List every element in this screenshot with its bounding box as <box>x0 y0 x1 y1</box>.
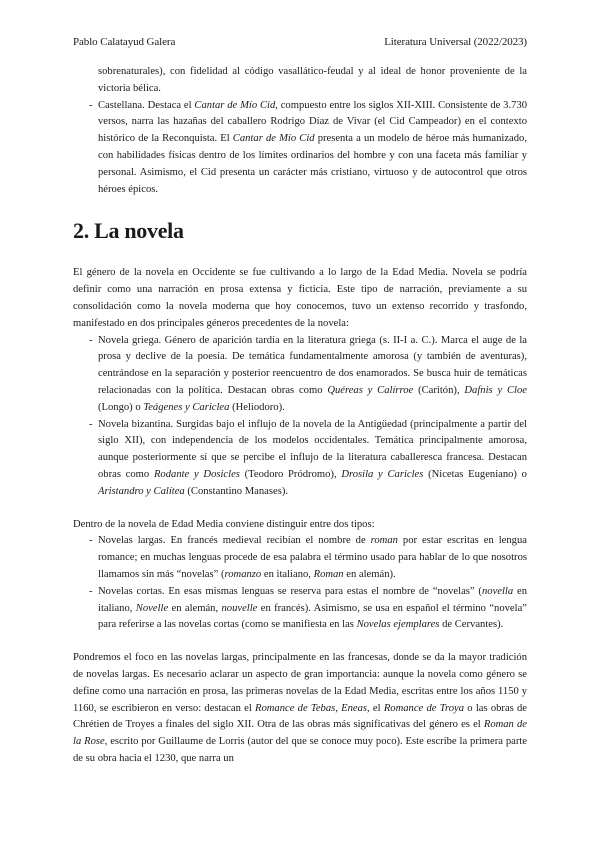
header-author: Pablo Calatayud Galera <box>73 36 176 48</box>
work-title: Eneas <box>341 702 368 714</box>
work-title: Cantar de Mío Cid <box>194 99 276 111</box>
work-title: Romance de Troya <box>383 702 465 714</box>
list-item-novela-griega: - Novela griega. Género de aparición tardía en la literatura griega (s. II-I a. C.). Marca el auge de la prosa y declive de la poesía. De temática fundamentalmente amorosa (y también de aventuras), centrándose en la separación y posterior reencuentro de dos enamorados. Se busca huir de temáticas relacionadas con la política. Destacan obras como Quéreas y Calírroe (Caritón), Dafnis y Cloe (Longo) o Teágenes y Cariclea (Heliodoro). <box>73 333 527 417</box>
page-header <box>73 36 527 48</box>
work-title: Aristandro y Calítea <box>98 485 185 497</box>
work-title: Teágenes y Cariclea <box>143 401 230 413</box>
list-item-novela-bizantina: - Novela bizantina. Surgidas bajo el influjo de la novela de la Antigüedad (principalmente a partir del siglo XII), con independencia de los modelos occidentales. Temática principalmente amorosa, aunque posteriormente sí que se percibe el influjo de la literatura caballeresca francesa. Destacan obras como Rodante y Dosicles (Teodoro Pródromo), Drosila y Caricles (Nicetas Eugeniano) o Aristandro y Calítea (Constantino Manases). <box>73 417 527 501</box>
work-title: Cantar de Mío Cid <box>232 133 315 145</box>
list-item-novelas-largas: - Novelas largas. En francés medieval recibían el nombre de roman por estar escritas en lengua romance; en muchas lenguas procede de esa palabra el término usado para hablar de lo que nosotros llamamos sin más “novelas” (romanzo en italiano, Roman en alemán). <box>73 533 527 583</box>
paragraph-intro: El género de la novela en Occidente se fue cultivando a lo largo de la Edad Media. Novela se podría definir como una narración en prosa extensa y ficticia. Este tipo de narración, previamente a su consolidación como la novela moderna que hoy conocemos, tuvo un extenso recorrido y trasfondo, manifestado en dos principales géneros precedentes de la novela: <box>73 267 527 329</box>
work-title: Drosila y Caricles <box>341 468 424 480</box>
header-course: Literatura Universal (2022/2023) <box>384 36 527 48</box>
genre-list <box>73 333 527 501</box>
types-list <box>73 533 527 634</box>
work-title: Romance de Tebas <box>255 702 336 714</box>
work-title: Novelas ejemplares <box>356 619 440 631</box>
list-item-continuation: sobrenaturales), con fidelidad al código vasallático-feudal y al ideal de honor proveniente de la victoria bélica. <box>98 66 527 94</box>
work-title: Quéreas y Calírroe <box>327 384 414 396</box>
work-title: Dafnis y Cloe <box>464 384 527 396</box>
work-title: Rodante y Dosicles <box>153 468 240 480</box>
paragraph-types: Dentro de la novela de Edad Media conviene distinguir entre dos tipos: <box>73 518 375 530</box>
epic-list <box>73 98 527 199</box>
paragraph-focus: Pondremos el foco en las novelas largas, principalmente en las francesas, donde se da la mayor tradición de novelas largas. Es necesario aclarar un aspecto de gran importancia: aunque la novela como género se define como una narración en prosa, las primeras novelas de la Edad Media, escritas entre los años 1150 y 1160, se escribieron en verso: destacan el Romance de Tebas, Eneas, el Romance de Troya o las obras de Chrétien de Troyes a finales del siglo XII. Otra de las obras más significativas del género es el Roman de la Rose, escrito por Guillaume de Lorris (autor del que se conoce muy poco). Este escribe la primera parte de su obra hacia el 1230, que narra un <box>73 652 528 764</box>
page-content <box>73 64 527 768</box>
work-title: Roman de la Rose <box>73 719 527 748</box>
section-heading: 2. La novela <box>73 218 184 244</box>
list-item-castellana: - Castellana. Destaca el Cantar de Mío Cid, compuesto entre los siglos XII-XIII. Consistente de 3.730 versos, narra las hazañas del caballero Rodrigo Díaz de Vivar (el Cid Campeador) en el contexto histórico de la Reconquista. El Cantar de Mío Cid presenta a un modelo de héroe más humanizado, con habilidades físicas dentro de los límites ordinarios del hombre y con una faceta más familiar y personal. Asimismo, el Cid presenta un carácter más cristiano, virtuoso y de autocontrol que otros héroes épicos. <box>73 98 527 199</box>
list-item-novelas-cortas: - Novelas cortas. En esas mismas lenguas se reserva para estas el nombre de “novelas” (novella en italiano, Novelle en alemán, nouvelle en francés). Asimismo, se usa en español el término “novela” para referirse a las novelas cortas (como se manifiesta en las Novelas ejemplares de Cervantes). <box>73 584 527 634</box>
